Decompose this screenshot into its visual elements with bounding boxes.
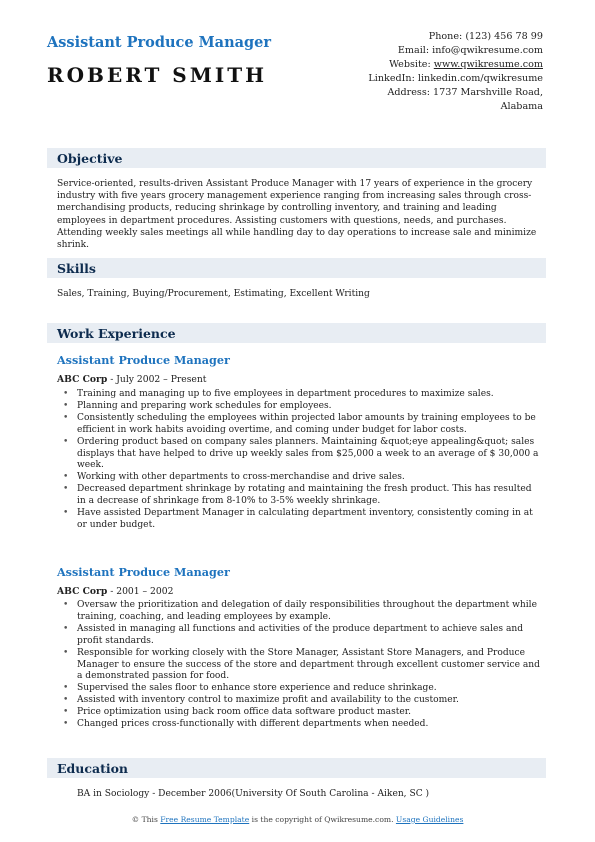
list-item: • Training and managing up to five employees in department procedures to maximize sales. [57, 389, 543, 401]
education-section-bar [47, 758, 546, 778]
list-item: • Have assisted Department Manager in calculating department inventory, consistently coming in at or under budget. [57, 508, 543, 532]
resume-header [47, 30, 543, 120]
education-text: BA in Sociology - December 2006(University Of South Carolina - Aiken, SC ) [77, 789, 430, 799]
resume-job-title: Assistant Produce Manager [47, 34, 272, 51]
list-item: • Responsible for working closely with the Store Manager, Assistant Store Managers, and Produce Manager to ensure the success of the store and department through excellent customer service and a demonstrated passion for food. [57, 648, 543, 684]
education-heading: Education [57, 761, 129, 776]
objective-section-bar [47, 148, 546, 168]
contact-linkedin: LinkedIn: linkedin.com/qwikresume [368, 73, 543, 85]
list-item: • Assisted with inventory control to maximize profit and availability to the customer. [57, 695, 543, 707]
job-1-company-line [57, 374, 206, 385]
contact-website [303, 58, 543, 72]
list-item: • Working with other departments to cross-merchandise and drive sales. [57, 472, 543, 484]
job-2-dates: - 2001 – 2002 [107, 586, 174, 597]
job-1-company: ABC Corp [57, 374, 108, 385]
list-item: • Price optimization using back room office data software product master. [57, 707, 543, 719]
free-resume-template-link[interactable]: Free Resume Template [160, 815, 250, 824]
job-2-title: Assistant Produce Manager [57, 565, 230, 579]
usage-guidelines-link[interactable]: Usage Guidelines [395, 815, 464, 824]
website-label: Website: [389, 59, 434, 71]
list-item: • Supervised the sales floor to enhance store experience and reduce shrinkage. [57, 683, 543, 695]
skills-heading: Skills [57, 261, 96, 276]
copyright-footer [0, 815, 595, 824]
job-2-company: ABC Corp [57, 586, 108, 597]
list-item: • Consistently scheduling the employees within projected labor amounts by training employees to be efficient in work habits avoiding overtime, and coming under budget for labor costs. [57, 413, 543, 437]
skills-section-bar [47, 258, 546, 278]
list-item: • Planning and preparing work schedules for employees. [57, 401, 543, 413]
job-1-bullets [57, 389, 543, 532]
experience-heading: Work Experience [57, 326, 176, 341]
footer-prefix: © This [131, 815, 161, 824]
job-2-bullets [57, 600, 543, 731]
contact-email: Email: info@qwikresume.com [397, 45, 543, 57]
job-2-company-line [57, 586, 173, 597]
contact-address-line1: Address: 1737 Marshville Road, [387, 87, 543, 99]
website-link[interactable]: www.qwikresume.com [433, 59, 543, 71]
objective-text: Service-oriented, results-driven Assistant Produce Manager with 17 years of experience in the grocery industry with five years grocery management experience ranging from increasing sales through cross-merchandising products, reducing shrinkage by controlling inventory, and training and leading employees in department procedures. Assisting customers with questions, needs, and purchases. Attending weekly sales meetings all while handling day to day operations to increase sale and minimize shrink. [57, 179, 537, 251]
contact-address-line2: Alabama [500, 101, 543, 113]
footer-middle: is the copyright of Qwikresume.com. [249, 815, 396, 824]
list-item: • Assisted in managing all functions and activities of the produce department to achieve sales and profit standards. [57, 624, 543, 648]
skills-text: Sales, Training, Buying/Procurement, Estimating, Excellent Writing [57, 289, 370, 299]
list-item: • Ordering product based on company sales planners. Maintaining &quot;eye appealing&quot; sales displays that have helped to drive up weekly sales from $25,000 a week to an average of $ 30,000 a week. [57, 437, 543, 473]
objective-heading: Objective [57, 151, 123, 166]
contact-phone: Phone: (123) 456 78 99 [428, 31, 543, 42]
list-item: • Changed prices cross-functionally with different departments when needed. [57, 719, 543, 731]
job-1-title: Assistant Produce Manager [57, 353, 230, 367]
contact-block [303, 30, 543, 115]
job-1-dates: - July 2002 – Present [107, 374, 207, 385]
experience-section-bar [47, 323, 546, 343]
list-item: • Decreased department shrinkage by rotating and maintaining the fresh product. This has resulted in a decrease of shrinkage from 8-10% to 3-5% weekly shrinkage. [57, 484, 543, 508]
candidate-name: ROBERT SMITH [47, 63, 268, 87]
list-item: • Oversaw the prioritization and delegation of daily responsibilities throughout the department while training, coaching, and leading employees by example. [57, 600, 543, 624]
